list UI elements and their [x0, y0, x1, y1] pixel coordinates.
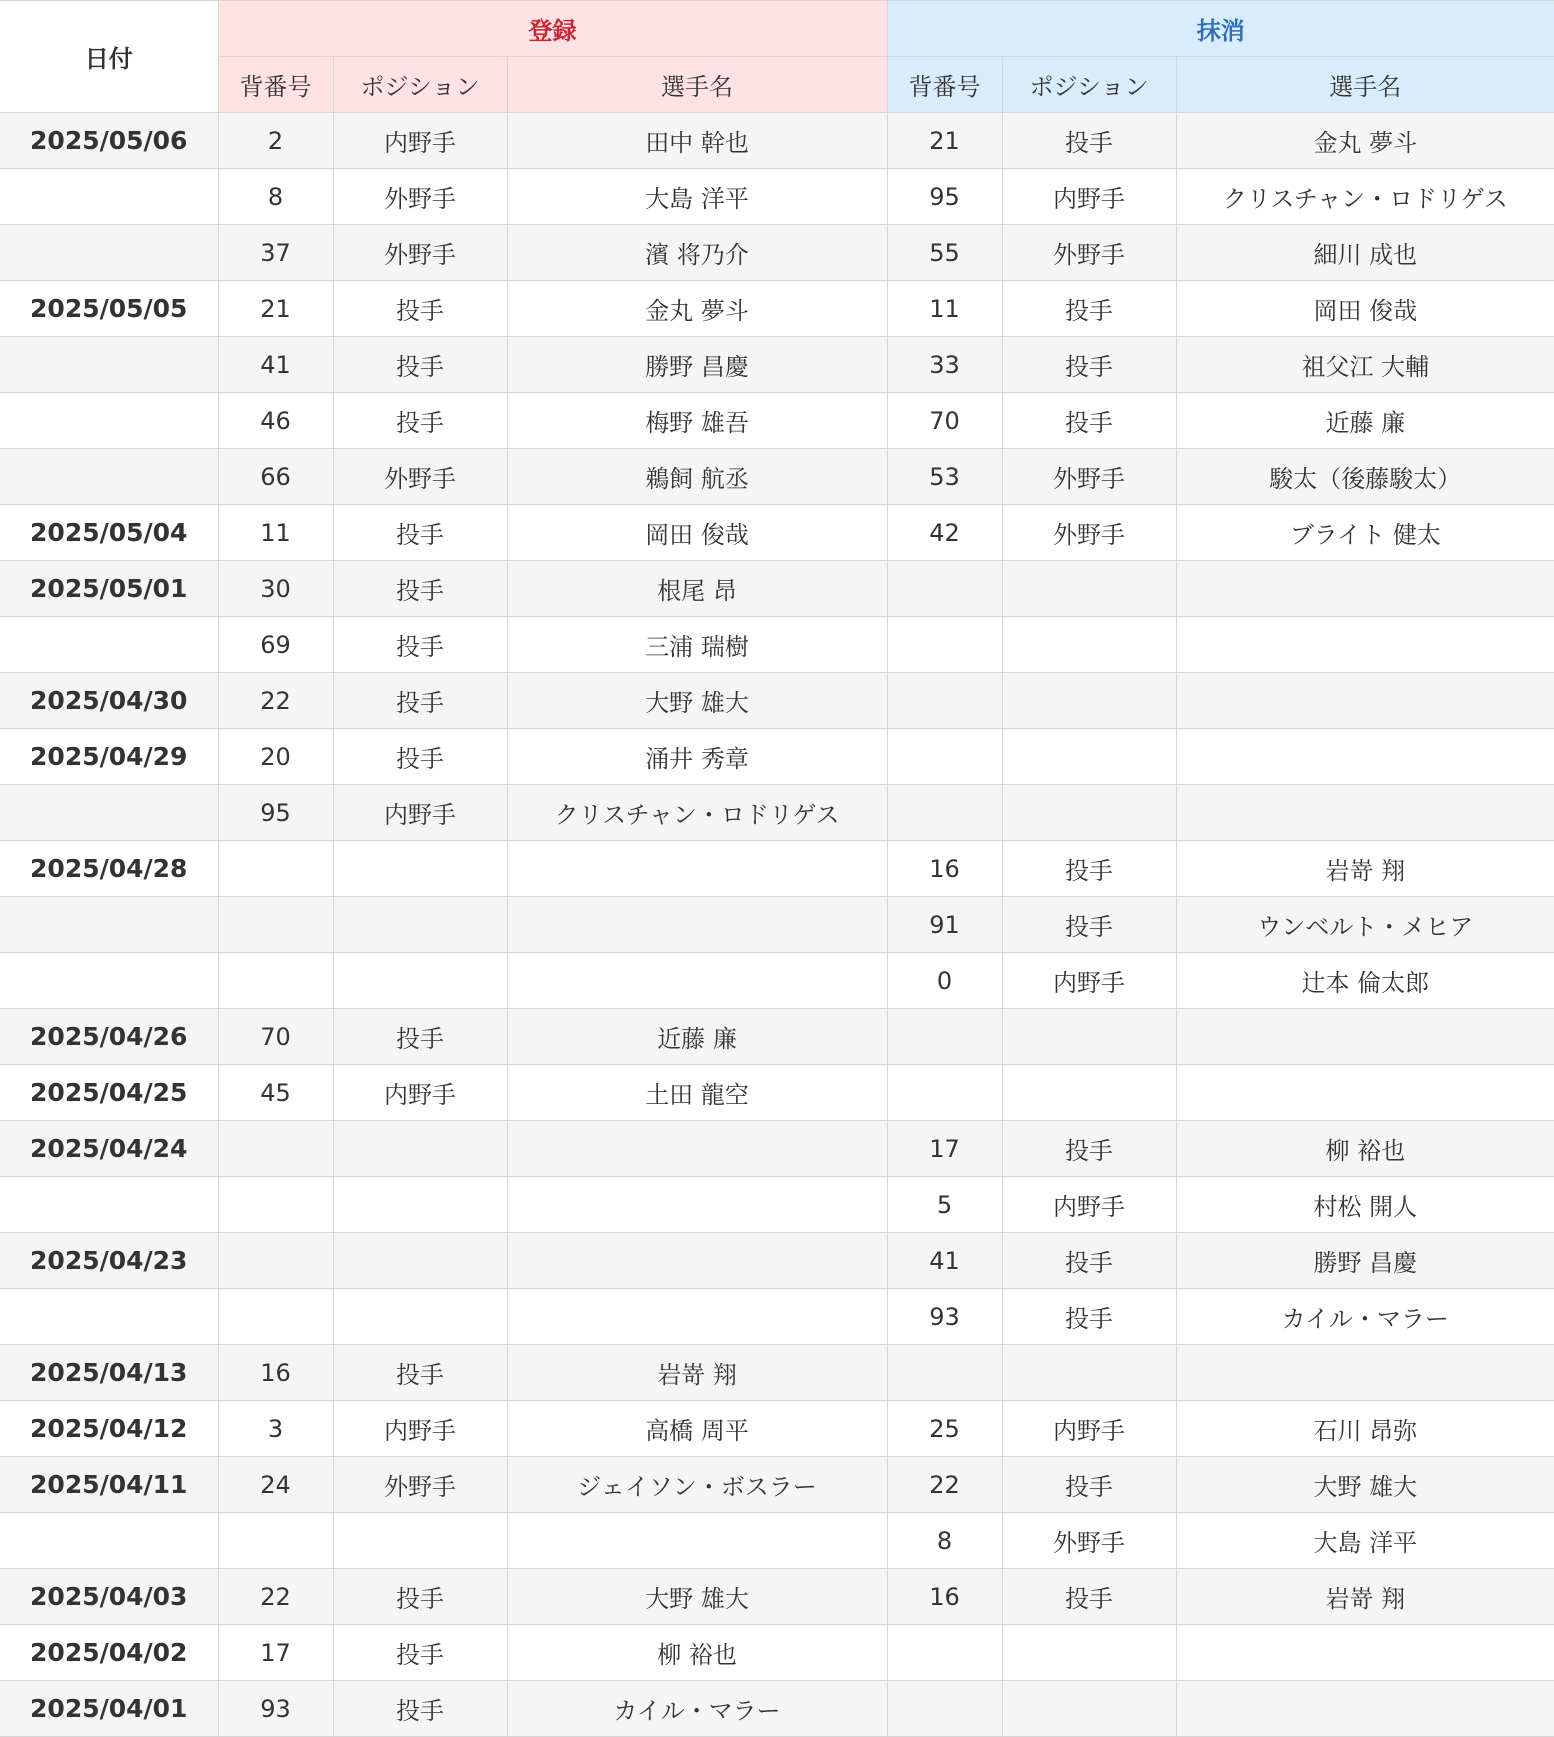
register-player-cell: 岩嵜 翔: [507, 1345, 887, 1401]
register-number-cell: [218, 953, 333, 1009]
date-cell: 2025/04/03: [0, 1569, 218, 1625]
table-row: [0, 1289, 1554, 1345]
deregister-number-cell: 91: [887, 897, 1002, 953]
table-row: [0, 1513, 1554, 1569]
date-cell: [0, 1289, 218, 1345]
deregister-number-cell: 22: [887, 1457, 1002, 1513]
date-cell: 2025/04/13: [0, 1345, 218, 1401]
register-position-cell: 外野手: [333, 1457, 507, 1513]
register-position-cell: 投手: [333, 561, 507, 617]
register-player-cell: カイル・マラー: [507, 1681, 887, 1737]
deregister-number-cell: [887, 673, 1002, 729]
deregister-number-cell: 0: [887, 953, 1002, 1009]
register-player-cell: 土田 龍空: [507, 1065, 887, 1121]
table-row: [0, 1065, 1554, 1121]
register-number-cell: 30: [218, 561, 333, 617]
register-player-header: 選手名: [507, 57, 887, 113]
deregister-position-cell: [1002, 1009, 1176, 1065]
register-number-cell: [218, 1289, 333, 1345]
deregister-player-cell: 金丸 夢斗: [1176, 113, 1554, 169]
register-number-cell: [218, 1513, 333, 1569]
deregister-number-cell: 25: [887, 1401, 1002, 1457]
deregister-position-cell: 投手: [1002, 337, 1176, 393]
deregister-position-cell: [1002, 673, 1176, 729]
deregister-number-cell: 53: [887, 449, 1002, 505]
date-cell: 2025/04/11: [0, 1457, 218, 1513]
register-position-cell: [333, 1233, 507, 1289]
deregister-number-cell: [887, 617, 1002, 673]
register-number-cell: 37: [218, 225, 333, 281]
register-position-cell: 投手: [333, 1569, 507, 1625]
deregister-player-cell: [1176, 1065, 1554, 1121]
register-player-cell: 勝野 昌慶: [507, 337, 887, 393]
register-player-cell: 大野 雄大: [507, 1569, 887, 1625]
deregister-player-cell: 大野 雄大: [1176, 1457, 1554, 1513]
table-row: [0, 785, 1554, 841]
register-position-cell: 投手: [333, 1345, 507, 1401]
register-number-cell: 16: [218, 1345, 333, 1401]
register-position-cell: [333, 841, 507, 897]
deregister-position-cell: [1002, 1681, 1176, 1737]
deregister-player-cell: [1176, 1681, 1554, 1737]
deregister-player-cell: 岩嵜 翔: [1176, 841, 1554, 897]
register-number-cell: [218, 1233, 333, 1289]
table-row: [0, 1569, 1554, 1625]
register-position-cell: 投手: [333, 505, 507, 561]
table-row: [0, 1681, 1554, 1737]
date-cell: [0, 393, 218, 449]
table-row: [0, 449, 1554, 505]
date-cell: 2025/05/01: [0, 561, 218, 617]
deregister-number-cell: [887, 1009, 1002, 1065]
deregister-number-cell: [887, 1065, 1002, 1121]
deregister-number-cell: 5: [887, 1177, 1002, 1233]
register-player-cell: 根尾 昂: [507, 561, 887, 617]
date-column-header: 日付: [0, 1, 218, 113]
register-position-cell: 内野手: [333, 1065, 507, 1121]
table-body: [0, 113, 1554, 1737]
deregister-number-cell: 33: [887, 337, 1002, 393]
deregister-number-cell: 42: [887, 505, 1002, 561]
deregister-number-cell: 41: [887, 1233, 1002, 1289]
date-cell: [0, 337, 218, 393]
register-position-cell: [333, 897, 507, 953]
register-position-cell: [333, 1289, 507, 1345]
table-row: [0, 897, 1554, 953]
table-row: [0, 169, 1554, 225]
register-player-cell: 岡田 俊哉: [507, 505, 887, 561]
date-cell: 2025/04/25: [0, 1065, 218, 1121]
register-position-cell: 投手: [333, 393, 507, 449]
deregister-number-header: 背番号: [887, 57, 1002, 113]
register-number-cell: 8: [218, 169, 333, 225]
register-position-cell: 内野手: [333, 113, 507, 169]
deregister-player-cell: [1176, 617, 1554, 673]
register-player-cell: ジェイソン・ボスラー: [507, 1457, 887, 1513]
register-number-cell: 3: [218, 1401, 333, 1457]
deregister-number-cell: 70: [887, 393, 1002, 449]
deregister-number-cell: [887, 1681, 1002, 1737]
deregister-player-cell: 勝野 昌慶: [1176, 1233, 1554, 1289]
deregister-player-cell: [1176, 1345, 1554, 1401]
register-player-cell: 柳 裕也: [507, 1625, 887, 1681]
deregister-player-cell: 祖父江 大輔: [1176, 337, 1554, 393]
register-number-cell: [218, 1121, 333, 1177]
date-cell: 2025/04/26: [0, 1009, 218, 1065]
table-row: [0, 393, 1554, 449]
deregister-player-cell: [1176, 673, 1554, 729]
register-player-cell: 高橋 周平: [507, 1401, 887, 1457]
deregister-player-cell: 岩嵜 翔: [1176, 1569, 1554, 1625]
register-player-cell: [507, 953, 887, 1009]
register-player-cell: 濱 将乃介: [507, 225, 887, 281]
deregister-number-cell: 21: [887, 113, 1002, 169]
register-position-cell: 投手: [333, 337, 507, 393]
deregister-position-cell: 投手: [1002, 841, 1176, 897]
deregister-position-cell: 外野手: [1002, 1513, 1176, 1569]
deregister-player-cell: 柳 裕也: [1176, 1121, 1554, 1177]
register-position-cell: 投手: [333, 281, 507, 337]
register-player-cell: [507, 1513, 887, 1569]
register-number-cell: 69: [218, 617, 333, 673]
date-cell: [0, 1177, 218, 1233]
deregister-player-cell: 村松 開人: [1176, 1177, 1554, 1233]
table-row: [0, 673, 1554, 729]
register-position-cell: 内野手: [333, 1401, 507, 1457]
register-player-cell: 三浦 瑞樹: [507, 617, 887, 673]
register-position-cell: 外野手: [333, 169, 507, 225]
date-cell: 2025/04/28: [0, 841, 218, 897]
register-number-cell: 24: [218, 1457, 333, 1513]
deregister-position-cell: [1002, 1625, 1176, 1681]
table-row: [0, 1121, 1554, 1177]
deregister-player-cell: [1176, 561, 1554, 617]
table-row: [0, 337, 1554, 393]
deregister-position-cell: [1002, 729, 1176, 785]
deregister-position-cell: 投手: [1002, 113, 1176, 169]
deregister-position-cell: 外野手: [1002, 505, 1176, 561]
deregister-player-cell: 辻本 倫太郎: [1176, 953, 1554, 1009]
deregister-position-cell: 投手: [1002, 1121, 1176, 1177]
date-cell: 2025/04/23: [0, 1233, 218, 1289]
deregister-position-cell: 投手: [1002, 393, 1176, 449]
register-position-cell: [333, 1513, 507, 1569]
deregister-position-cell: [1002, 1345, 1176, 1401]
deregister-position-cell: [1002, 561, 1176, 617]
register-number-cell: [218, 897, 333, 953]
register-number-cell: 46: [218, 393, 333, 449]
register-player-cell: [507, 1233, 887, 1289]
deregister-player-cell: ブライト 健太: [1176, 505, 1554, 561]
date-cell: [0, 617, 218, 673]
register-position-header: ポジション: [333, 57, 507, 113]
register-number-cell: 22: [218, 673, 333, 729]
register-position-cell: 投手: [333, 1009, 507, 1065]
register-number-cell: 70: [218, 1009, 333, 1065]
deregister-position-cell: 投手: [1002, 897, 1176, 953]
register-player-cell: 近藤 廉: [507, 1009, 887, 1065]
deregister-player-cell: 細川 成也: [1176, 225, 1554, 281]
register-player-cell: 大島 洋平: [507, 169, 887, 225]
register-player-cell: 鵜飼 航丞: [507, 449, 887, 505]
table-row: [0, 113, 1554, 169]
date-cell: 2025/04/01: [0, 1681, 218, 1737]
register-position-cell: 投手: [333, 729, 507, 785]
table-row: [0, 1177, 1554, 1233]
register-number-cell: 66: [218, 449, 333, 505]
deregister-player-cell: 岡田 俊哉: [1176, 281, 1554, 337]
deregister-number-cell: [887, 729, 1002, 785]
deregister-position-cell: 内野手: [1002, 1401, 1176, 1457]
register-number-cell: 20: [218, 729, 333, 785]
table-row: [0, 1625, 1554, 1681]
deregister-position-cell: 内野手: [1002, 1177, 1176, 1233]
register-number-cell: 2: [218, 113, 333, 169]
register-player-cell: [507, 1289, 887, 1345]
date-cell: [0, 225, 218, 281]
register-number-cell: 41: [218, 337, 333, 393]
deregister-player-cell: 石川 昂弥: [1176, 1401, 1554, 1457]
register-position-cell: 内野手: [333, 785, 507, 841]
table-row: [0, 841, 1554, 897]
date-cell: 2025/04/24: [0, 1121, 218, 1177]
table-row: [0, 225, 1554, 281]
register-number-cell: 17: [218, 1625, 333, 1681]
register-player-cell: 梅野 雄吾: [507, 393, 887, 449]
deregister-position-cell: 外野手: [1002, 225, 1176, 281]
date-cell: [0, 1513, 218, 1569]
register-number-cell: 11: [218, 505, 333, 561]
deregister-number-cell: 17: [887, 1121, 1002, 1177]
register-player-cell: 大野 雄大: [507, 673, 887, 729]
register-group-header: 登録: [218, 1, 887, 57]
table-row: [0, 1345, 1554, 1401]
table-row: [0, 617, 1554, 673]
register-number-cell: 45: [218, 1065, 333, 1121]
register-position-cell: [333, 1121, 507, 1177]
deregister-position-cell: [1002, 785, 1176, 841]
register-number-cell: 95: [218, 785, 333, 841]
table-row: [0, 281, 1554, 337]
deregister-player-cell: [1176, 785, 1554, 841]
deregister-player-cell: 近藤 廉: [1176, 393, 1554, 449]
deregister-position-cell: 投手: [1002, 1233, 1176, 1289]
date-cell: 2025/04/02: [0, 1625, 218, 1681]
register-player-cell: [507, 1121, 887, 1177]
deregister-position-cell: 内野手: [1002, 953, 1176, 1009]
table-row: [0, 505, 1554, 561]
register-player-cell: クリスチャン・ロドリゲス: [507, 785, 887, 841]
register-position-cell: 外野手: [333, 225, 507, 281]
register-position-cell: [333, 953, 507, 1009]
register-number-cell: 22: [218, 1569, 333, 1625]
deregister-position-cell: [1002, 617, 1176, 673]
deregister-player-cell: ウンベルト・メヒア: [1176, 897, 1554, 953]
deregister-position-cell: 投手: [1002, 1289, 1176, 1345]
register-number-header: 背番号: [218, 57, 333, 113]
date-cell: 2025/04/29: [0, 729, 218, 785]
register-number-cell: 21: [218, 281, 333, 337]
register-position-cell: 投手: [333, 673, 507, 729]
register-number-cell: [218, 841, 333, 897]
register-number-cell: [218, 1177, 333, 1233]
register-position-cell: [333, 1177, 507, 1233]
deregister-number-cell: 93: [887, 1289, 1002, 1345]
deregister-number-cell: 16: [887, 841, 1002, 897]
register-position-cell: 投手: [333, 1625, 507, 1681]
deregister-number-cell: [887, 785, 1002, 841]
register-number-cell: 93: [218, 1681, 333, 1737]
table-row: [0, 561, 1554, 617]
deregister-player-cell: [1176, 1625, 1554, 1681]
date-cell: 2025/05/05: [0, 281, 218, 337]
deregister-position-cell: 投手: [1002, 1457, 1176, 1513]
date-cell: [0, 169, 218, 225]
date-cell: 2025/05/04: [0, 505, 218, 561]
deregister-group-header: 抹消: [887, 1, 1554, 57]
deregister-number-cell: [887, 1345, 1002, 1401]
table-row: [0, 1401, 1554, 1457]
deregister-player-cell: [1176, 729, 1554, 785]
table-row: [0, 1233, 1554, 1289]
register-player-cell: [507, 1177, 887, 1233]
table-header: [0, 1, 1554, 113]
register-player-cell: 田中 幹也: [507, 113, 887, 169]
register-player-cell: 金丸 夢斗: [507, 281, 887, 337]
deregister-position-cell: [1002, 1065, 1176, 1121]
deregister-number-cell: [887, 561, 1002, 617]
deregister-number-cell: 55: [887, 225, 1002, 281]
date-cell: [0, 897, 218, 953]
date-cell: 2025/04/30: [0, 673, 218, 729]
deregister-player-cell: 大島 洋平: [1176, 1513, 1554, 1569]
deregister-player-cell: カイル・マラー: [1176, 1289, 1554, 1345]
register-player-cell: [507, 841, 887, 897]
deregister-position-cell: 外野手: [1002, 449, 1176, 505]
deregister-position-header: ポジション: [1002, 57, 1176, 113]
date-cell: 2025/05/06: [0, 113, 218, 169]
table-row: [0, 953, 1554, 1009]
table-row: [0, 1009, 1554, 1065]
register-position-cell: 投手: [333, 1681, 507, 1737]
date-cell: [0, 785, 218, 841]
register-position-cell: 外野手: [333, 449, 507, 505]
deregister-position-cell: 投手: [1002, 1569, 1176, 1625]
deregister-player-cell: 駿太（後藤駿太）: [1176, 449, 1554, 505]
deregister-number-cell: 8: [887, 1513, 1002, 1569]
deregister-position-cell: 投手: [1002, 281, 1176, 337]
table-row: [0, 1457, 1554, 1513]
deregister-player-cell: クリスチャン・ロドリゲス: [1176, 169, 1554, 225]
deregister-position-cell: 内野手: [1002, 169, 1176, 225]
register-position-cell: 投手: [333, 617, 507, 673]
date-cell: [0, 449, 218, 505]
date-cell: [0, 953, 218, 1009]
date-cell: 2025/04/12: [0, 1401, 218, 1457]
table-row: [0, 729, 1554, 785]
register-player-cell: 涌井 秀章: [507, 729, 887, 785]
deregister-number-cell: 95: [887, 169, 1002, 225]
deregister-number-cell: 11: [887, 281, 1002, 337]
deregister-number-cell: 16: [887, 1569, 1002, 1625]
deregister-number-cell: [887, 1625, 1002, 1681]
deregister-player-cell: [1176, 1009, 1554, 1065]
deregister-player-header: 選手名: [1176, 57, 1554, 113]
register-player-cell: [507, 897, 887, 953]
